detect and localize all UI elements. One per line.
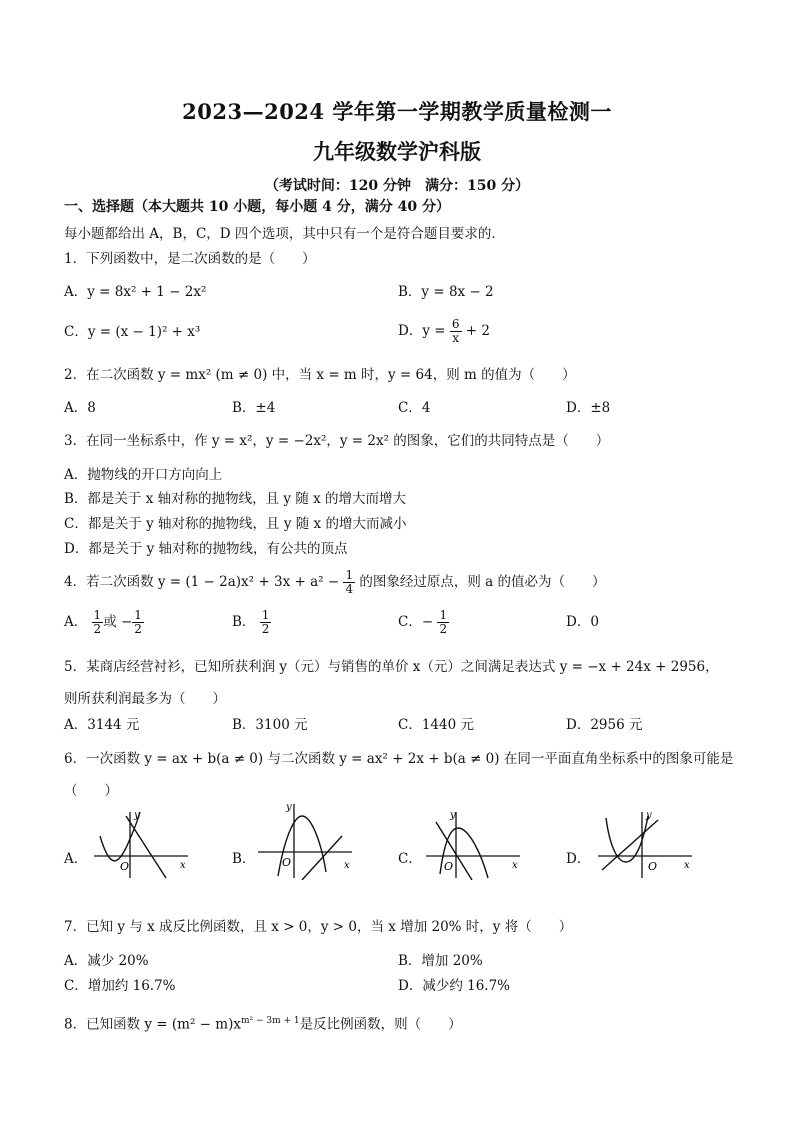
exam-title: 2023—2024 学年第一学期教学质量检测一 — [182, 99, 612, 124]
q6-graph-c — [424, 808, 524, 880]
q5-option-c: C．1440 元 — [398, 717, 474, 733]
q2-option-d: D．±8 — [566, 400, 611, 416]
q6-c-y-label: y — [450, 810, 456, 821]
q8-stem-end: 是反比例函数，则（ ） — [299, 1016, 462, 1033]
q6-option-d: D． — [566, 851, 591, 867]
q4-a-or: 或 − — [103, 614, 133, 630]
q1-d-denominator: x — [452, 331, 460, 345]
q4-a-den-1: 2 — [93, 622, 102, 636]
q6-option-b: B． — [232, 851, 256, 867]
q6-c-x-label: x — [512, 860, 518, 871]
q1-option-d — [398, 316, 490, 346]
q8-stem-exponent: m² − 3m + 1 — [240, 1016, 300, 1026]
q4-option-c — [398, 607, 449, 637]
q1-option-a: A．y = 8x² + 1 − 2x² — [64, 284, 207, 300]
q7-option-b: B．增加 20% — [398, 953, 483, 969]
q6-option-c: C． — [398, 851, 422, 867]
section-heading: 一、选择题（本大题共 10 小题，每小题 4 分，满分 40 分） — [64, 199, 450, 215]
q4-a-fraction-1 — [92, 609, 104, 636]
q5-option-d: D．2956 元 — [566, 717, 643, 733]
q6-graph-d — [596, 808, 696, 880]
q4-a-num-2: 1 — [134, 608, 142, 622]
q5-stem: 5．某商店经营衬衫，已知所获利润 y（元）与销售的单价 x（元）之间满足表达式 y = −x + 24x + 2956， — [64, 659, 719, 675]
q6-stem: 6．一次函数 y = ax + b(a ≠ 0) 与二次函数 y = ax² + 2x + b(a ≠ 0) 在同一平面直角坐标系中的图象可能是 — [64, 751, 734, 767]
q3-option-d: D．都是关于 y 轴对称的抛物线，有公共的顶点 — [64, 541, 348, 557]
q7-option-d: D．减少约 16.7% — [398, 978, 511, 994]
q1-option-c: C．y = (x − 1)² + x³ — [64, 324, 201, 340]
q4-stem-end: 的图象经过原点，则 a 的值必为（ ） — [359, 574, 606, 590]
q8-stem — [64, 1012, 462, 1034]
q2-stem: 2．在二次函数 y = mx² (m ≠ 0) 中，当 x = m 时，y = 64，则 m 的值为（ ） — [64, 367, 576, 383]
q1-option-d-suffix: + 2 — [465, 323, 490, 339]
exam-info: （考试时间：120 分钟 满分：150 分） — [264, 178, 530, 194]
q4-stem — [64, 567, 606, 597]
q1-option-b: B．y = 8x − 2 — [398, 284, 494, 300]
q6-graph-b — [256, 800, 356, 880]
q6-d-y-label: y — [646, 810, 652, 821]
q4-a-label: A． — [64, 614, 88, 630]
q3-option-c: C．都是关于 y 轴对称的抛物线，且 y 随 x 的增大而减小 — [64, 516, 407, 532]
q2-option-a: A．8 — [64, 400, 96, 416]
q4-stem-fraction — [343, 569, 355, 596]
q6-d-origin-label: O — [648, 860, 658, 873]
q1-d-numerator: 6 — [451, 317, 460, 331]
q7-stem: 7．已知 y 与 x 成反比例函数，且 x > 0，y > 0，当 x 增加 20% 时，y 将（ ） — [64, 919, 573, 935]
q1-option-d-prefix: D．y = — [398, 323, 446, 339]
q5-option-b: B．3100 元 — [232, 717, 308, 733]
q7-option-a: A．减少 20% — [64, 953, 149, 969]
q4-c-label: C．− — [398, 614, 434, 630]
q4-c-den: 2 — [439, 622, 448, 636]
q4-stem-denominator: 4 — [345, 582, 354, 596]
q4-b-fraction — [260, 609, 272, 636]
q6-a-origin-label: O — [120, 860, 130, 873]
q6-b-origin-label: O — [282, 856, 292, 869]
q3-option-a: A．抛物线的开口方向向上 — [64, 467, 223, 483]
q5-stem-continued: 则所获利润最多为（ ） — [64, 691, 226, 707]
q6-a-x-label: x — [180, 860, 186, 871]
q4-option-b — [232, 607, 271, 637]
q6-b-y-label: y — [286, 802, 292, 813]
q4-c-num: 1 — [439, 608, 448, 622]
q4-a-fraction-2 — [132, 609, 144, 636]
q6-a-y-label: y — [134, 810, 140, 821]
q2-option-c: C．4 — [398, 400, 431, 416]
q6-option-a: A． — [64, 851, 88, 867]
q8-stem-start: 8．已知函数 y = (m² − m)x — [64, 1016, 241, 1033]
q4-b-den: 2 — [261, 622, 270, 636]
q4-b-label: B． — [232, 614, 256, 630]
q6-c-origin-label: O — [444, 860, 454, 873]
q2-option-b: B．±4 — [232, 400, 276, 416]
q7-option-c: C．增加约 16.7% — [64, 978, 176, 994]
q3-stem: 3．在同一坐标系中，作 y = x²，y = −2x²，y = 2x² 的图象，它们的共同特点是（ ） — [64, 433, 610, 449]
q4-a-den-2: 2 — [134, 622, 142, 636]
q5-option-a: A．3144 元 — [64, 717, 140, 733]
exam-subtitle: 九年级数学沪科版 — [313, 139, 481, 164]
q4-c-fraction — [437, 609, 449, 636]
q6-graph-a — [92, 808, 192, 880]
q6-b-x-label: x — [344, 860, 350, 871]
q4-option-d: D．0 — [566, 614, 599, 630]
q3-option-b: B．都是关于 x 轴对称的抛物线，且 y 随 x 的增大而增大 — [64, 491, 407, 507]
q1-stem: 1．下列函数中，是二次函数的是（ ） — [64, 251, 316, 267]
q4-stem-numerator: 1 — [345, 568, 354, 582]
section-instructions: 每小题都给出 A，B，C，D 四个选项，其中只有一个是符合题目要求的． — [64, 226, 505, 242]
q1-option-d-fraction — [450, 318, 462, 345]
q4-option-a — [64, 607, 144, 637]
q4-stem-start: 4．若二次函数 y = (1 − 2a)x² + 3x + a² − — [64, 574, 340, 590]
q6-d-x-label: x — [684, 860, 690, 871]
q4-a-num-1: 1 — [93, 608, 102, 622]
q4-b-num: 1 — [261, 608, 270, 622]
q6-stem-continued: （ ） — [64, 783, 118, 799]
